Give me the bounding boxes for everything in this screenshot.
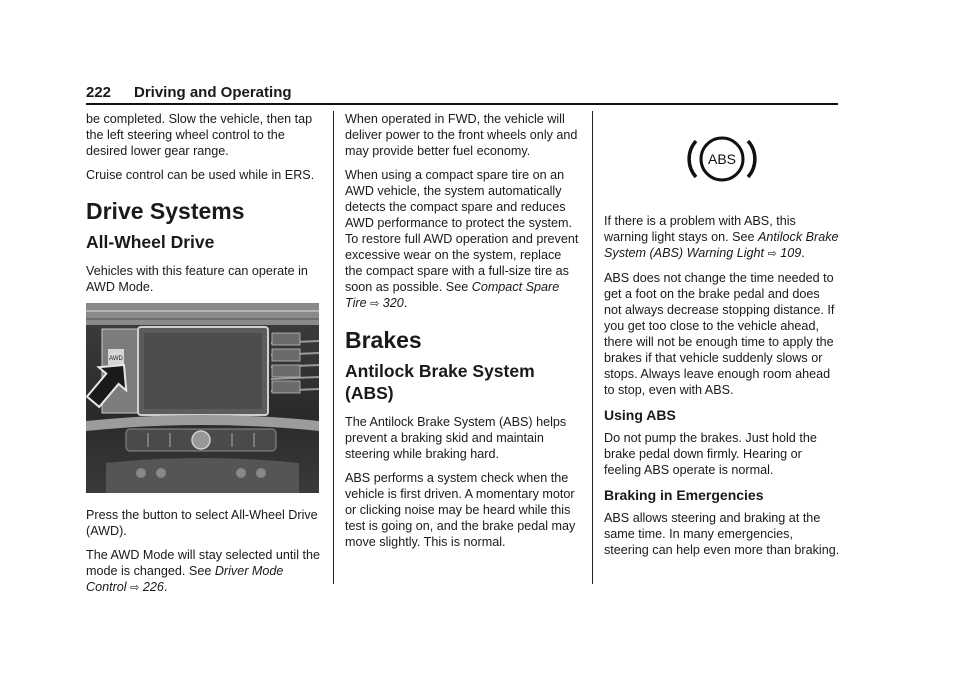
xref-driver-mode-control[interactable]: Driver Mode Control	[86, 564, 284, 594]
running-section-title: Driving and Operating	[134, 84, 292, 101]
awd-button-photo	[86, 303, 319, 493]
column-2	[345, 111, 581, 558]
header-rule	[86, 103, 838, 105]
page-ref-arrow-icon: ⇨	[767, 248, 777, 260]
heading-braking-in-emergencies: Braking in Emergencies	[604, 487, 764, 503]
page-ref-arrow-icon: ⇨	[370, 298, 380, 310]
abs-warning-light-icon	[687, 131, 757, 187]
paragraph-with-reference: If there is a problem with ABS, this warning light stays on. See Antilock Brake System (ABS) Warning Light ⇨ 109.	[604, 214, 839, 260]
volume-knob	[192, 431, 210, 449]
column-divider-2	[592, 111, 593, 584]
paragraph: ABS does not change the time needed to get a foot on the brake pedal and does not always decrease stopping distance. If you get too close to the vehicle ahead, there will not be enough time to apply the brakes if that vehicle suddenly slows or stops. Always leave enough room ahead to stop, even with ABS.	[604, 271, 835, 397]
page-ref-arrow-icon: ⇨	[130, 582, 140, 594]
column-3	[604, 111, 840, 566]
paragraph: When operated in FWD, the vehicle will deliver power to the front wheels only and may provide better fuel economy.	[345, 112, 578, 158]
page-number: 222	[86, 84, 112, 101]
paragraph: ABS performs a system check when the vehicle is first driven. A momentary motor or clicking noise may be heard while this test is going on, and the brake pedal may move slightly. This is normal.	[345, 471, 576, 549]
paragraph-with-reference: The AWD Mode will stay selected until the mode is changed. See Driver Mode Control ⇨ 226.	[86, 548, 321, 594]
paragraph-with-reference: When using a compact spare tire on an AWD vehicle, the system automatically detects the compact spare and reduces AWD performance to protect the system. To restore full AWD operation and prevent excessive wear on the system, replace the compact spare with a full-size tire as soon as possible. See Compact Spare Tire ⇨ 320.	[345, 168, 579, 310]
column-1	[86, 111, 322, 604]
paragraph: be completed. Slow the vehicle, then tap the left steering wheel control to the desired lower gear range.	[86, 112, 313, 158]
heading-antilock-brake-system: Antilock Brake System (ABS)	[345, 361, 535, 403]
paragraph: Press the button to select All-Wheel Drive (AWD).	[86, 508, 318, 538]
paragraph: ABS allows steering and braking at the same time. In many emergencies, steering can help even more than braking.	[604, 511, 840, 557]
page-ref-number[interactable]: 226	[142, 580, 164, 594]
paragraph: Do not pump the brakes. Just hold the brake pedal down firmly. Hearing or feeling ABS operate is normal.	[604, 431, 817, 477]
abs-icon-label: ABS	[707, 151, 737, 167]
abs-warning-light-icon-wrap	[604, 119, 840, 199]
xref-abs-warning-light[interactable]: Antilock Brake System (ABS) Warning Light	[604, 230, 839, 260]
dashboard-illustration	[86, 303, 319, 493]
page-ref-number[interactable]: 109	[780, 246, 802, 260]
xref-compact-spare-tire[interactable]: Compact Spare Tire	[345, 280, 560, 310]
paragraph: Vehicles with this feature can operate in AWD Mode.	[86, 264, 308, 294]
paragraph: Cruise control can be used while in ERS.	[86, 168, 315, 182]
column-divider-1	[333, 111, 334, 584]
heading-all-wheel-drive: All-Wheel Drive	[86, 232, 215, 252]
heading-using-abs: Using ABS	[604, 407, 676, 423]
heading-drive-systems: Drive Systems	[86, 198, 245, 224]
page-ref-number[interactable]: 320	[382, 296, 404, 310]
paragraph: The Antilock Brake System (ABS) helps prevent a braking skid and maintain steering while braking hard.	[345, 415, 567, 461]
awd-button-label: AWD	[109, 356, 123, 362]
heading-brakes: Brakes	[345, 327, 422, 353]
